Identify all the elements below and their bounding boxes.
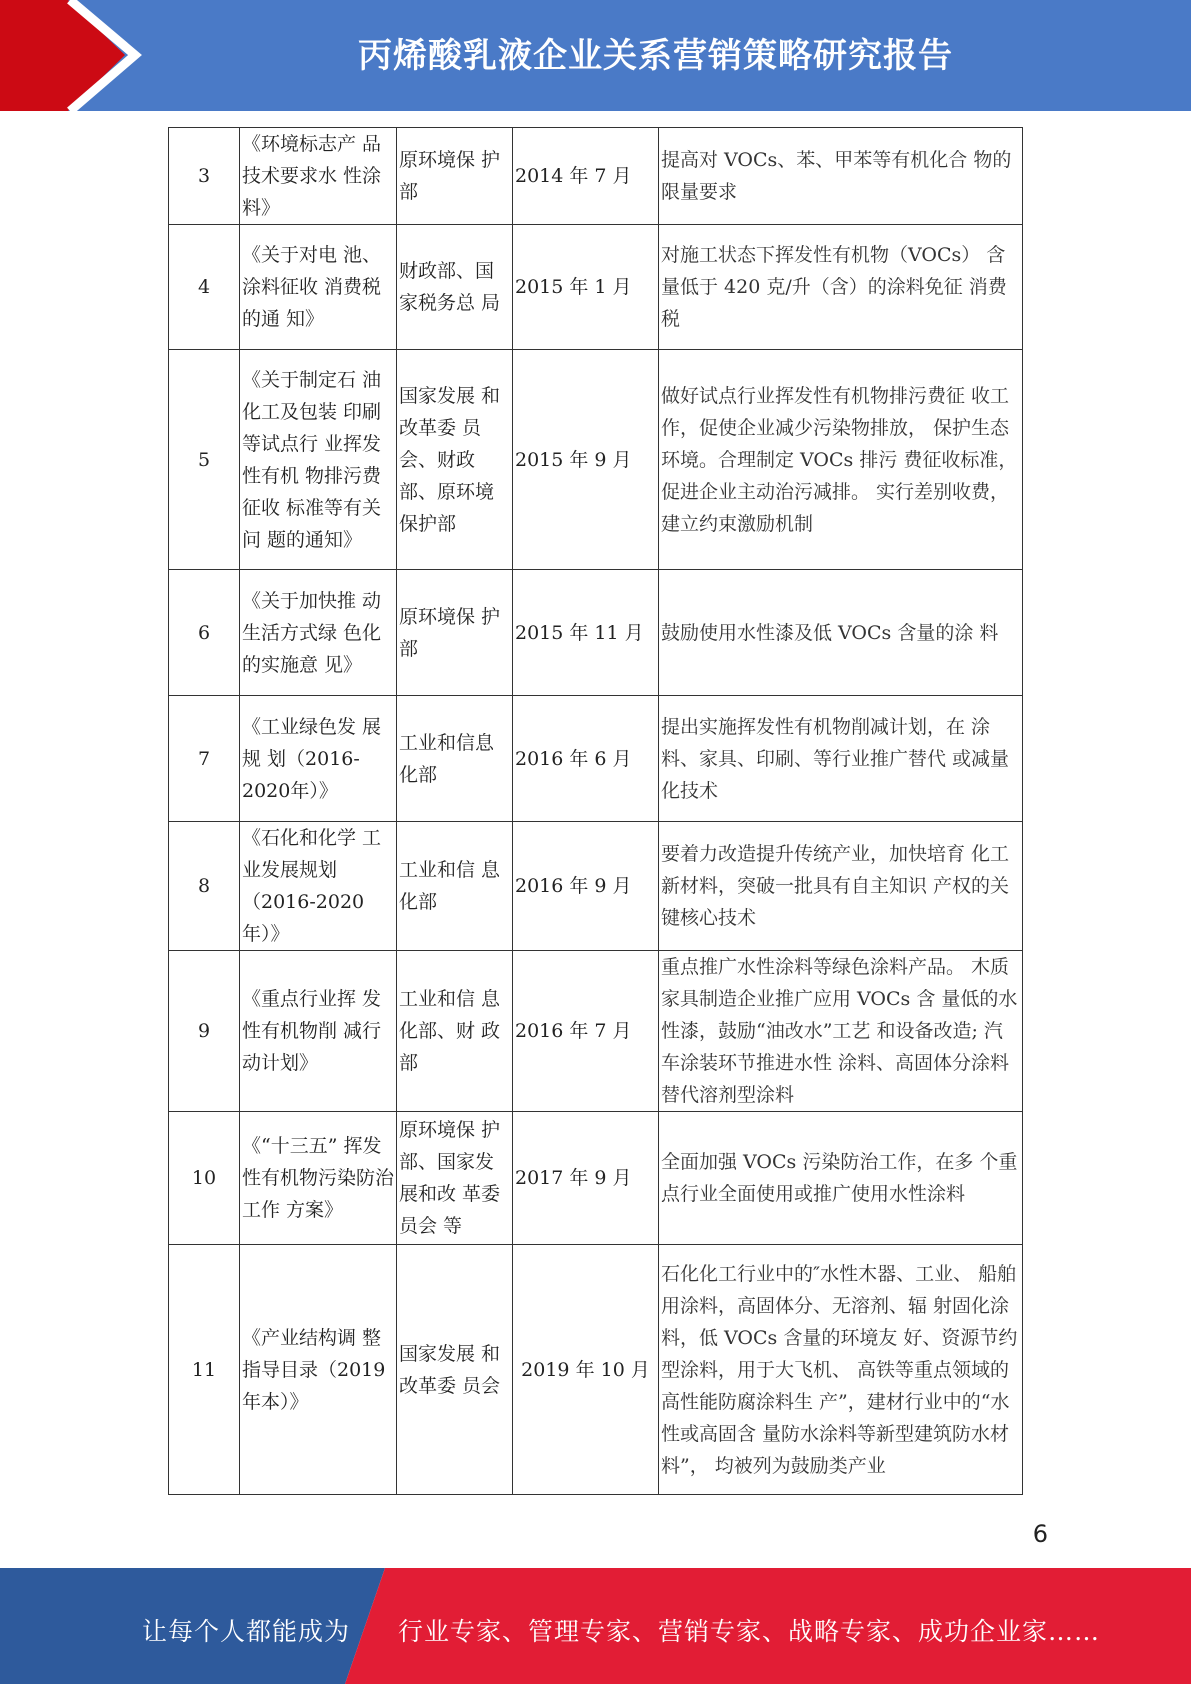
issuing-department: 财政部、国 家税务总 局	[397, 225, 513, 350]
footer-slogan-right: 行业专家、管理专家、营销专家、战略专家、成功企业家……	[398, 1617, 1101, 1646]
issue-date: 2016 年 9 月	[513, 822, 659, 951]
row-number: 4	[169, 225, 240, 350]
table-row	[169, 225, 1023, 350]
policy-description: 鼓励使用水性漆及低 VOCs 含量的涂 料	[659, 570, 1023, 696]
issue-date: 2016 年 7 月	[513, 951, 659, 1112]
issuing-department: 原环境保 护部	[397, 570, 513, 696]
policy-title: 《产业结构调 整指导目录（2019 年本）》	[240, 1245, 397, 1495]
row-number: 5	[169, 350, 240, 570]
issuing-department: 原环境保 护部	[397, 128, 513, 225]
issuing-department: 原环境保 护部、国家发展和改 革委员会 等	[397, 1112, 513, 1245]
policy-description: 提出实施挥发性有机物削减计划，在 涂料、家具、印刷、等行业推广替代 或减量化技术	[659, 696, 1023, 822]
policy-description: 对施工状态下挥发性有机物（VOCs） 含量低于 420 克/升（含）的涂料免征 消费税	[659, 225, 1023, 350]
row-number: 11	[169, 1245, 240, 1495]
table-row	[169, 822, 1023, 951]
row-number: 3	[169, 128, 240, 225]
row-number: 8	[169, 822, 240, 951]
row-number: 6	[169, 570, 240, 696]
row-number: 10	[169, 1112, 240, 1245]
issue-date: 2015 年 9 月	[513, 350, 659, 570]
policy-description: 全面加强 VOCs 污染防治工作，在多 个重点行业全面使用或推广使用水性涂料	[659, 1112, 1023, 1245]
issue-date: 2015 年 1 月	[513, 225, 659, 350]
policy-description: 重点推广水性涂料等绿色涂料产品。 木质家具制造企业推广应用 VOCs 含 量低的水性漆，鼓励“油改水”工艺 和设备改造; 汽车涂装环节推进水性 涂料、高固体分涂料替代溶剂型涂料	[659, 951, 1023, 1112]
policy-description: 做好试点行业挥发性有机物排污费征 收工作，促使企业减少污染物排放， 保护生态环境。合理制定 VOCs 排污 费征收标准，促进企业主动治污减排。 实行差别收费，建立约束激励机制	[659, 350, 1023, 570]
policy-title: 《环境标志产 品技术要求水 性涂料》	[240, 128, 397, 225]
issuing-department: 国家发展 和改革委 员会、财政 部、原环境 保护部	[397, 350, 513, 570]
table-row	[169, 1112, 1023, 1245]
page-number: 6	[1032, 1520, 1048, 1548]
issue-date: 2014 年 7 月	[513, 128, 659, 225]
policy-description: 石化化工行业中的″水性木器、工业、 船舶用涂料，高固体分、无溶剂、辐 射固化涂料，低 VOCs 含量的环境友 好、资源节约型涂料，用于大飞机、 高铁等重点领域的高性能防腐涂料生 产”，建材行业中的“水性或高固含 量防水涂料等新型建筑防水材料”， 均被列为鼓励类产业	[659, 1245, 1023, 1495]
policy-description: 提高对 VOCs、苯、甲苯等有机化合 物的限量要求	[659, 128, 1023, 225]
row-number: 9	[169, 951, 240, 1112]
footer-slogan-left: 让每个人都能成为	[142, 1617, 351, 1646]
issue-date: 2017 年 9 月	[513, 1112, 659, 1245]
policy-title: 《工业绿色发 展规 划（2016-2020年）》	[240, 696, 397, 822]
issuing-department: 工业和信 息化部	[397, 822, 513, 951]
table-row	[169, 951, 1023, 1112]
policy-title: 《重点行业挥 发性有机物削 减行动计划》	[240, 951, 397, 1112]
table-row	[169, 350, 1023, 570]
issue-date: 2016 年 6 月	[513, 696, 659, 822]
header-bar	[0, 0, 1191, 111]
policy-title: 《“十三五” 挥发性有机物污染防治工作 方案》	[240, 1112, 397, 1245]
issuing-department: 国家发展 和改革委 员会	[397, 1245, 513, 1495]
table-row	[169, 570, 1023, 696]
issue-date: 2019 年 10 月	[513, 1245, 659, 1495]
policy-title: 《关于对电 池、涂料征收 消费税的通 知》	[240, 225, 397, 350]
policy-title: 《石化和化学 工业发展规划（2016-2020年）》	[240, 822, 397, 951]
document-title: 丙烯酸乳液企业关系营销策略研究报告	[358, 36, 953, 76]
issue-date: 2015 年 11 月	[513, 570, 659, 696]
policy-title: 《关于加快推 动生活方式绿 色化的实施意 见》	[240, 570, 397, 696]
table-row	[169, 128, 1023, 225]
table-row	[169, 1245, 1023, 1495]
table-row	[169, 696, 1023, 822]
footer-banner	[0, 1568, 1191, 1684]
issuing-department: 工业和信 息化部、财 政部	[397, 951, 513, 1112]
policy-table	[168, 127, 1023, 1495]
policy-description: 要着力改造提升传统产业，加快培育 化工新材料，突破一批具有自主知识 产权的关键核心技术	[659, 822, 1023, 951]
issuing-department: 工业和信息化部	[397, 696, 513, 822]
header-arrow-graphic	[0, 0, 160, 111]
row-number: 7	[169, 696, 240, 822]
policy-title: 《关于制定石 油化工及包装 印刷等试点行 业挥发性有机 物排污费征收 标准等有关问 题的通知》	[240, 350, 397, 570]
